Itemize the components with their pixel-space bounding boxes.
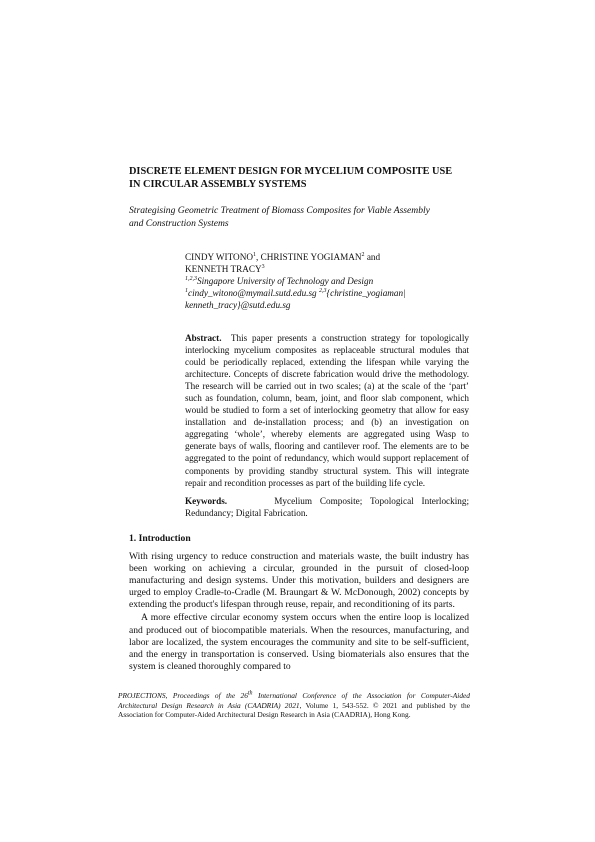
keywords — [185, 495, 469, 519]
email-2-sup: 2,3 — [318, 287, 327, 294]
keywords-label: Keywords. — [185, 496, 228, 506]
affiliation-sup: 1,2,3 — [185, 275, 197, 282]
footer-journal-b: International Conference of the Association for Computer-Aided Architectural Design Research in Asia (CAADRIA) 2021 — [118, 691, 470, 710]
author-names-line-1 — [185, 251, 470, 263]
paper-subtitle — [129, 204, 469, 230]
paper-title — [129, 165, 469, 191]
author-2-name: CHRISTINE YOGIAMAN — [260, 252, 362, 262]
author-names-line-2 — [185, 263, 470, 275]
author-1-name: CINDY WITONO — [185, 252, 253, 262]
subtitle-line-2: and Construction Systems — [129, 218, 229, 229]
page-footer — [118, 691, 470, 720]
intro-paragraph-2: A more effective circular economy system occurs when the entire loop is localized and produced out of biocompatible materials. When the resources, manufacturing, and labor are localized, the system encourages the community and site to be self-sufficient, and the energy in transportation is conserved. Using biomaterials also ensures that the system is cleaned thoroughly compared to — [129, 612, 469, 672]
abstract-text: This paper presents a construction strategy for topologically interlocking mycelium composites as replaceable structural modules that could be periodically replaced, extending the lifespan while varying the architecture. Concepts of discrete fabrication would drive the methodology. The research will be carried out in two scales; (a) at the scale of the ‘part’ such as foundation, column, beam, joint, and floor slab component, which would be studied to form a set of interlocking geometry that allow for easy installation and de-installation process; and (b) an investigation on aggregating ‘whole’, whereby elements are aggregated using Wasp to generate bays of walls, flooring and cantilever roof. The elements are to be aggregated to the point of redundancy, which would support replacement of components by providing standby structural system. This will integrate repair and recondition processes as part of the building life cycle. — [185, 333, 469, 488]
footer-journal-a: PROJECTIONS, Proceedings of the 26 — [118, 691, 248, 700]
subtitle-line-1: Strategising Geometric Treatment of Biomass Composites for Viable Assembly — [129, 205, 430, 216]
email-1: cindy_witono@mymail.sutd.edu.sg — [188, 288, 317, 298]
author-and: and — [364, 252, 381, 262]
affiliation: Singapore University of Technology and Design — [197, 276, 374, 286]
introduction-body — [129, 551, 469, 673]
email-1-sup: 1 — [185, 287, 188, 294]
email-line-2: kenneth_tracy}@sutd.edu.sg — [185, 300, 291, 310]
abstract-label: Abstract. — [185, 333, 222, 343]
footer-details: , Volume 1, 543-552. © 2021 and published by the Association for Computer-Aided Architectural Design Research in Asia (CAADRIA), Hong Kong. — [118, 700, 470, 719]
keywords-text: Mycelium Composite; Topological Interlocking; Redundancy; Digital Fabrication. — [185, 496, 470, 518]
title-line-2: IN CIRCULAR ASSEMBLY SYSTEMS — [129, 179, 307, 190]
footer-journal-sup: th — [247, 690, 253, 697]
section-heading: 1. Introduction — [129, 533, 191, 544]
author-2-sup: 2 — [361, 251, 365, 258]
title-line-1: DISCRETE ELEMENT DESIGN FOR MYCELIUM COMPOSITE USE — [129, 166, 453, 177]
author-separator: , — [255, 252, 261, 262]
intro-paragraph-1: With rising urgency to reduce construction and materials waste, the built industry has been working on achieving a circular, grounded in the pursuit of closed-loop manufacturing and design systems. Under this motivation, builders and designers are urged to employ Cradle-to-Cradle (M. Braungart & W. McDonough, 2002) concepts by extending the product's lifespan through reuse, repair, and reconditioning of its parts. — [129, 551, 469, 611]
abstract — [185, 332, 469, 489]
author-1-sup: 1 — [252, 251, 256, 258]
author-3-name: KENNETH TRACY — [185, 264, 262, 274]
author-block — [185, 251, 470, 311]
email-line-1 — [185, 287, 470, 299]
email-2: {christine_yogiaman| — [326, 288, 406, 298]
author-3-sup: 3 — [261, 263, 265, 270]
affiliation-line — [185, 275, 470, 287]
